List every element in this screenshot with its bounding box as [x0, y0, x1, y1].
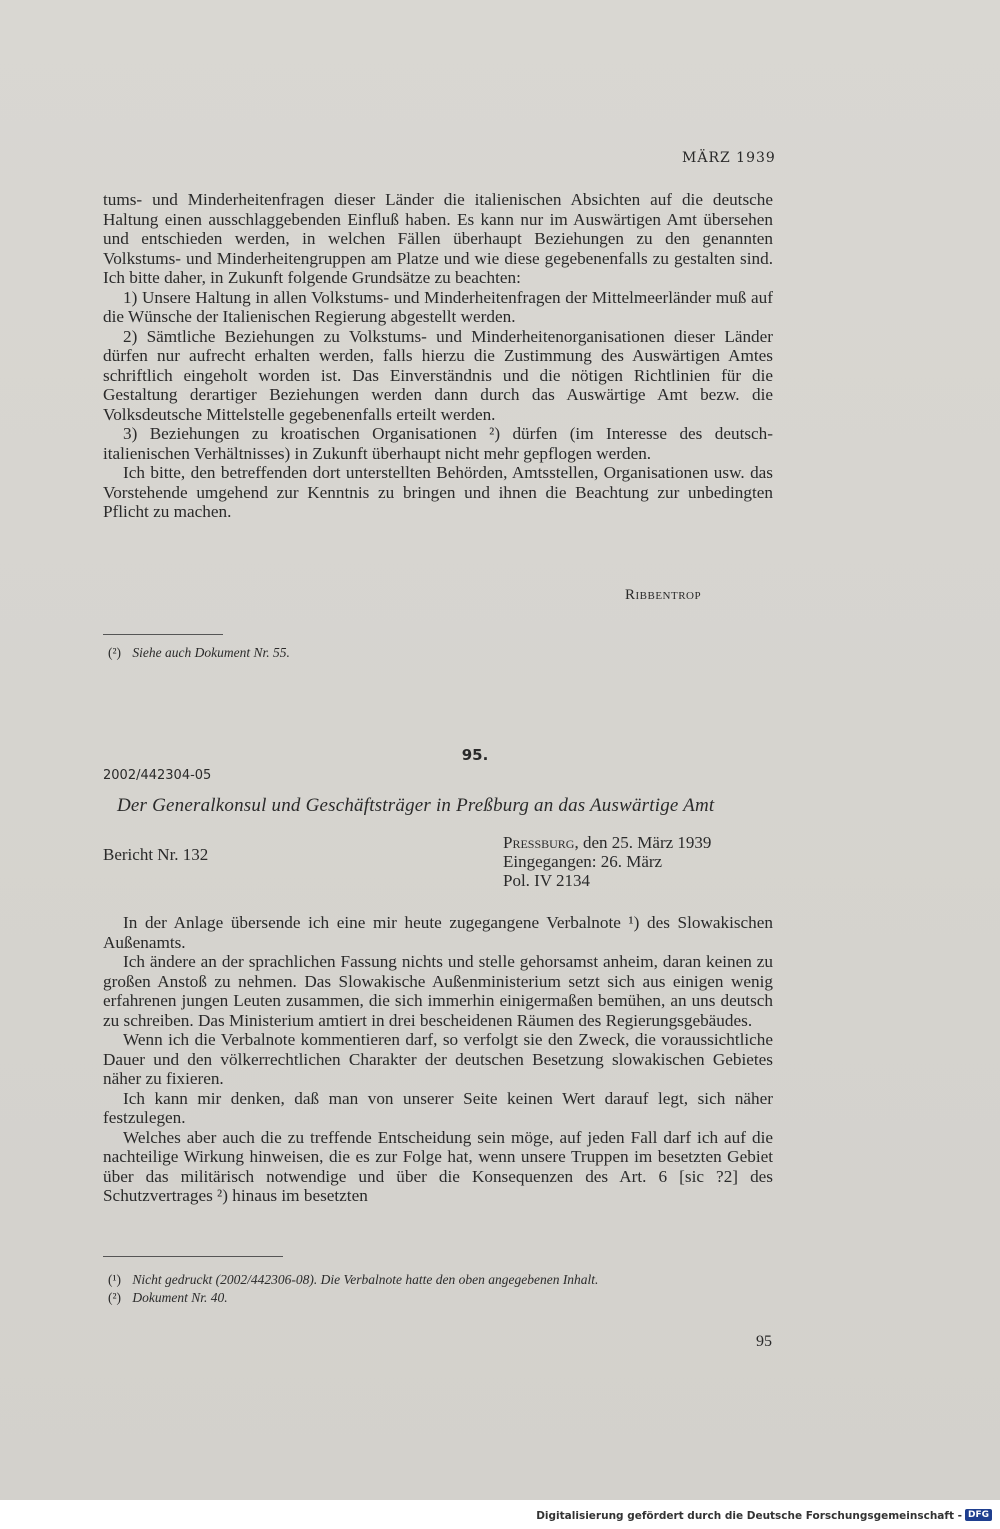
paragraph: 3) Beziehungen zu kroatischen Organisationen ²) dürfen (im Interesse des deutsch-italienischen Verhältnisses) in Zukunft überhaupt nicht mehr gepflogen werden.: [103, 424, 773, 463]
dateline-place: Pressburg: [503, 833, 575, 852]
running-head: MÄRZ 1939: [682, 150, 776, 166]
dateline: [503, 833, 711, 890]
paragraph: In der Anlage übersende ich eine mir heute zugegangene Verbalnote ¹) des Slowakischen Außenamts.: [103, 913, 773, 952]
dateline-date-line: [503, 833, 711, 852]
paragraph: Wenn ich die Verbalnote kommentieren darf, so verfolgt sie den Zweck, die voraussichtliche Dauer und den völkerrechtlichen Charakter der deutschen Besetzung slowakischen Gebietes näher zu fixieren.: [103, 1030, 773, 1088]
dateline-date: , den 25. März 1939: [574, 833, 712, 852]
footnote: [108, 1290, 228, 1306]
footnote-text: Siehe auch Dokument Nr. 55.: [132, 645, 290, 660]
paragraph: 1) Unsere Haltung in allen Volkstums- und Minderheitenfragen der Mittelmeerländer muß auf die Wünsche der Italienischen Regierung abgestellt werden.: [103, 287, 773, 326]
footnote-number: (²): [108, 645, 122, 660]
footnote: [108, 645, 290, 661]
dateline-received: Eingegangen: 26. März: [503, 852, 663, 871]
report-body: [103, 913, 773, 1206]
paragraph: Welches aber auch die zu treffende Entscheidung sein möge, auf jeden Fall darf ich auf die nachteilige Wirkung hinweisen, die es zur Folge hat, wenn unsere Truppen im besetzten Gebiet über das militärisch notwendige und über die Konsequenzen des Art. 6 [sic ?2] des Schutzvertrages ²) hinaus im besetzten: [103, 1127, 773, 1205]
report-number: Bericht Nr. 132: [103, 845, 209, 864]
page-number: 95: [756, 1333, 772, 1350]
paragraph: Ich kann mir denken, daß man von unserer Seite keinen Wert darauf legt, sich näher festzulegen.: [103, 1088, 773, 1127]
footnote-text: Dokument Nr. 40.: [132, 1290, 228, 1305]
paragraph: Ich bitte, den betreffenden dort unterstellten Behörden, Amtsstellen, Organisationen usw. das Vorstehende umgehend zur Kenntnis zu bringen und ihnen die Beachtung zur unbedingten Pflicht zu machen.: [103, 463, 773, 521]
document-title: Der Generalkonsul und Geschäftsträger in Preßburg an das Auswärtige Amt: [117, 795, 715, 816]
paragraph: 2) Sämtliche Beziehungen zu Volkstums- und Minderheitenorganisationen dieser Länder dürfen nur aufrecht erhalten werden, falls hierzu die Zustimmung des Auswärtigen Amtes schriftlich eingeholt worden ist. Das Einverständnis und die nötigen Richtlinien für die Gestaltung derartiger Beziehungen werden dann durch das Auswärtige Amt bezw. die Volksdeutsche Mittelstelle gegebenenfalls erteilt werden.: [103, 326, 773, 424]
dfg-logo: DFG: [965, 1509, 992, 1521]
footnote-number: (¹): [108, 1272, 122, 1287]
signature: Ribbentrop: [625, 587, 702, 603]
document-number: 95.: [461, 746, 489, 764]
letter-body: [103, 190, 773, 522]
dateline-reference: Pol. IV 2134: [503, 871, 591, 890]
footnote-divider: [103, 1256, 283, 1257]
film-reference: 2002/442304-05: [103, 768, 212, 783]
paragraph: Ich ändere an der sprachlichen Fassung nichts und stelle gehorsamst anheim, daran keinen zu großen Anstoß zu nehmen. Das Slowakische Außenministerium setzt sich aus einigen wenig erfahrenen jungen Leuten zusammen, die sich immerhin einigermaßen bemühen, an uns deutsch zu schreiben. Das Ministerium amtiert in drei bescheidenen Räumen des Regierungsgebäudes.: [103, 952, 773, 1030]
digitization-credit: Digitalisierung gefördert durch die Deutsche Forschungsgemeinschaft -: [536, 1510, 962, 1522]
paragraph: tums- und Minderheitenfragen dieser Länder die italienischen Absichten auf die deutsche Haltung einen ausschlaggebenden Einfluß haben. Es kann nur im Auswärtigen Amt übersehen und entschieden werden, in welchen Fällen überhaupt Beziehungen zu den genannten Volkstums- und Minderheitengruppen am Platze und wie diese gegebenenfalls zu gestalten sind. Ich bitte daher, in Zukunft folgende Grundsätze zu beachten:: [103, 190, 773, 287]
footnote-number: (²): [108, 1290, 122, 1305]
footnote-text: Nicht gedruckt (2002/442306-08). Die Verbalnote hatte den oben angegebenen Inhalt.: [132, 1272, 599, 1287]
footnote-divider: [103, 634, 223, 635]
footnote: [108, 1272, 598, 1288]
